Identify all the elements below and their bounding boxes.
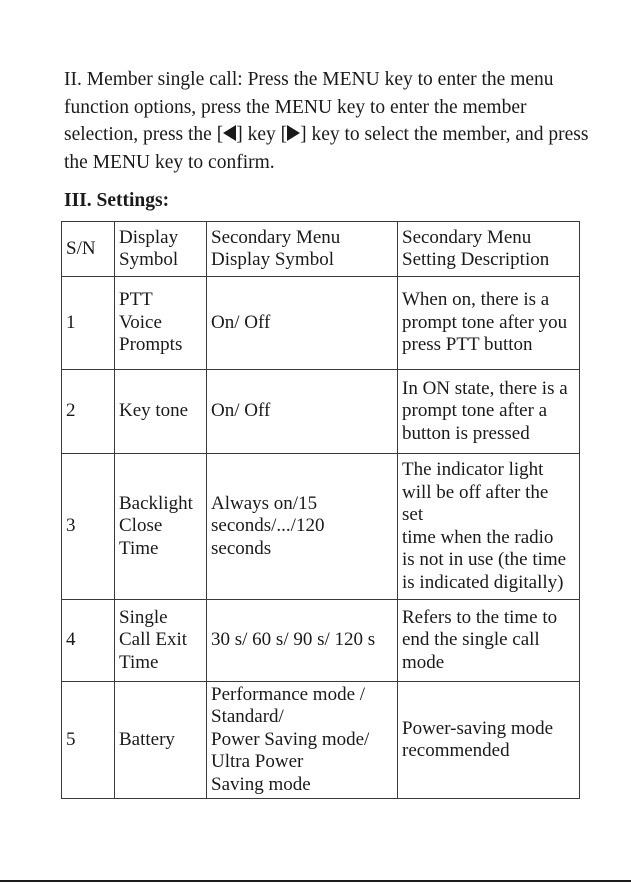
left-triangle-icon <box>223 125 236 141</box>
header-display-symbol: Display Symbol <box>115 222 207 277</box>
cell-symbol: Key tone <box>115 370 207 454</box>
settings-table <box>61 221 580 799</box>
cell-symbol: Battery <box>115 682 207 799</box>
cell-sn: 1 <box>62 277 115 370</box>
right-triangle-icon <box>287 125 300 141</box>
header-secondary-menu-symbol: Secondary Menu Display Symbol <box>207 222 398 277</box>
cell-description: In ON state, there is a prompt tone after a button is pressed <box>398 370 580 454</box>
cell-options: On/ Off <box>207 370 398 454</box>
cell-sn: 4 <box>62 600 115 682</box>
cell-description: When on, there is a prompt tone after you press PTT button <box>398 277 580 370</box>
cell-options: Performance mode / Standard/ Power Saving mode/ Ultra Power Saving mode <box>207 682 398 799</box>
cell-symbol: Single Call Exit Time <box>115 600 207 682</box>
cell-description: Refers to the time to end the single call mode <box>398 600 580 682</box>
cell-description: The indicator light will be off after the set time when the radio is not in use (the time is indicated digitally) <box>398 454 580 600</box>
cell-sn: 5 <box>62 682 115 799</box>
cell-description: Power-saving mode recommended <box>398 682 580 799</box>
settings-heading: III. Settings: <box>64 190 170 211</box>
table-row <box>62 454 580 600</box>
cell-options: Always on/15 seconds/.../120 seconds <box>207 454 398 600</box>
table-row <box>62 277 580 370</box>
table-row <box>62 682 580 799</box>
table-row <box>62 600 580 682</box>
bottom-divider <box>0 880 631 882</box>
cell-sn: 3 <box>62 454 115 600</box>
intro-paragraph <box>64 66 594 176</box>
cell-options: On/ Off <box>207 277 398 370</box>
cell-symbol: Backlight Close Time <box>115 454 207 600</box>
table-row <box>62 370 580 454</box>
intro-text-1: II. Member single call: Press the MENU key to enter the menu function options, press the MENU key to enter the member selection, press the [ <box>64 69 554 146</box>
header-secondary-menu-description: Secondary Menu Setting Description <box>398 222 580 277</box>
intro-text-2: ] key [ <box>236 124 288 146</box>
table-header-row <box>62 222 580 277</box>
intro-text-3: ] key to select the member, and press the MENU key to confirm. <box>64 124 589 173</box>
cell-symbol: PTT Voice Prompts <box>115 277 207 370</box>
cell-options: 30 s/ 60 s/ 90 s/ 120 s <box>207 600 398 682</box>
cell-sn: 2 <box>62 370 115 454</box>
header-sn: S/N <box>62 222 115 277</box>
